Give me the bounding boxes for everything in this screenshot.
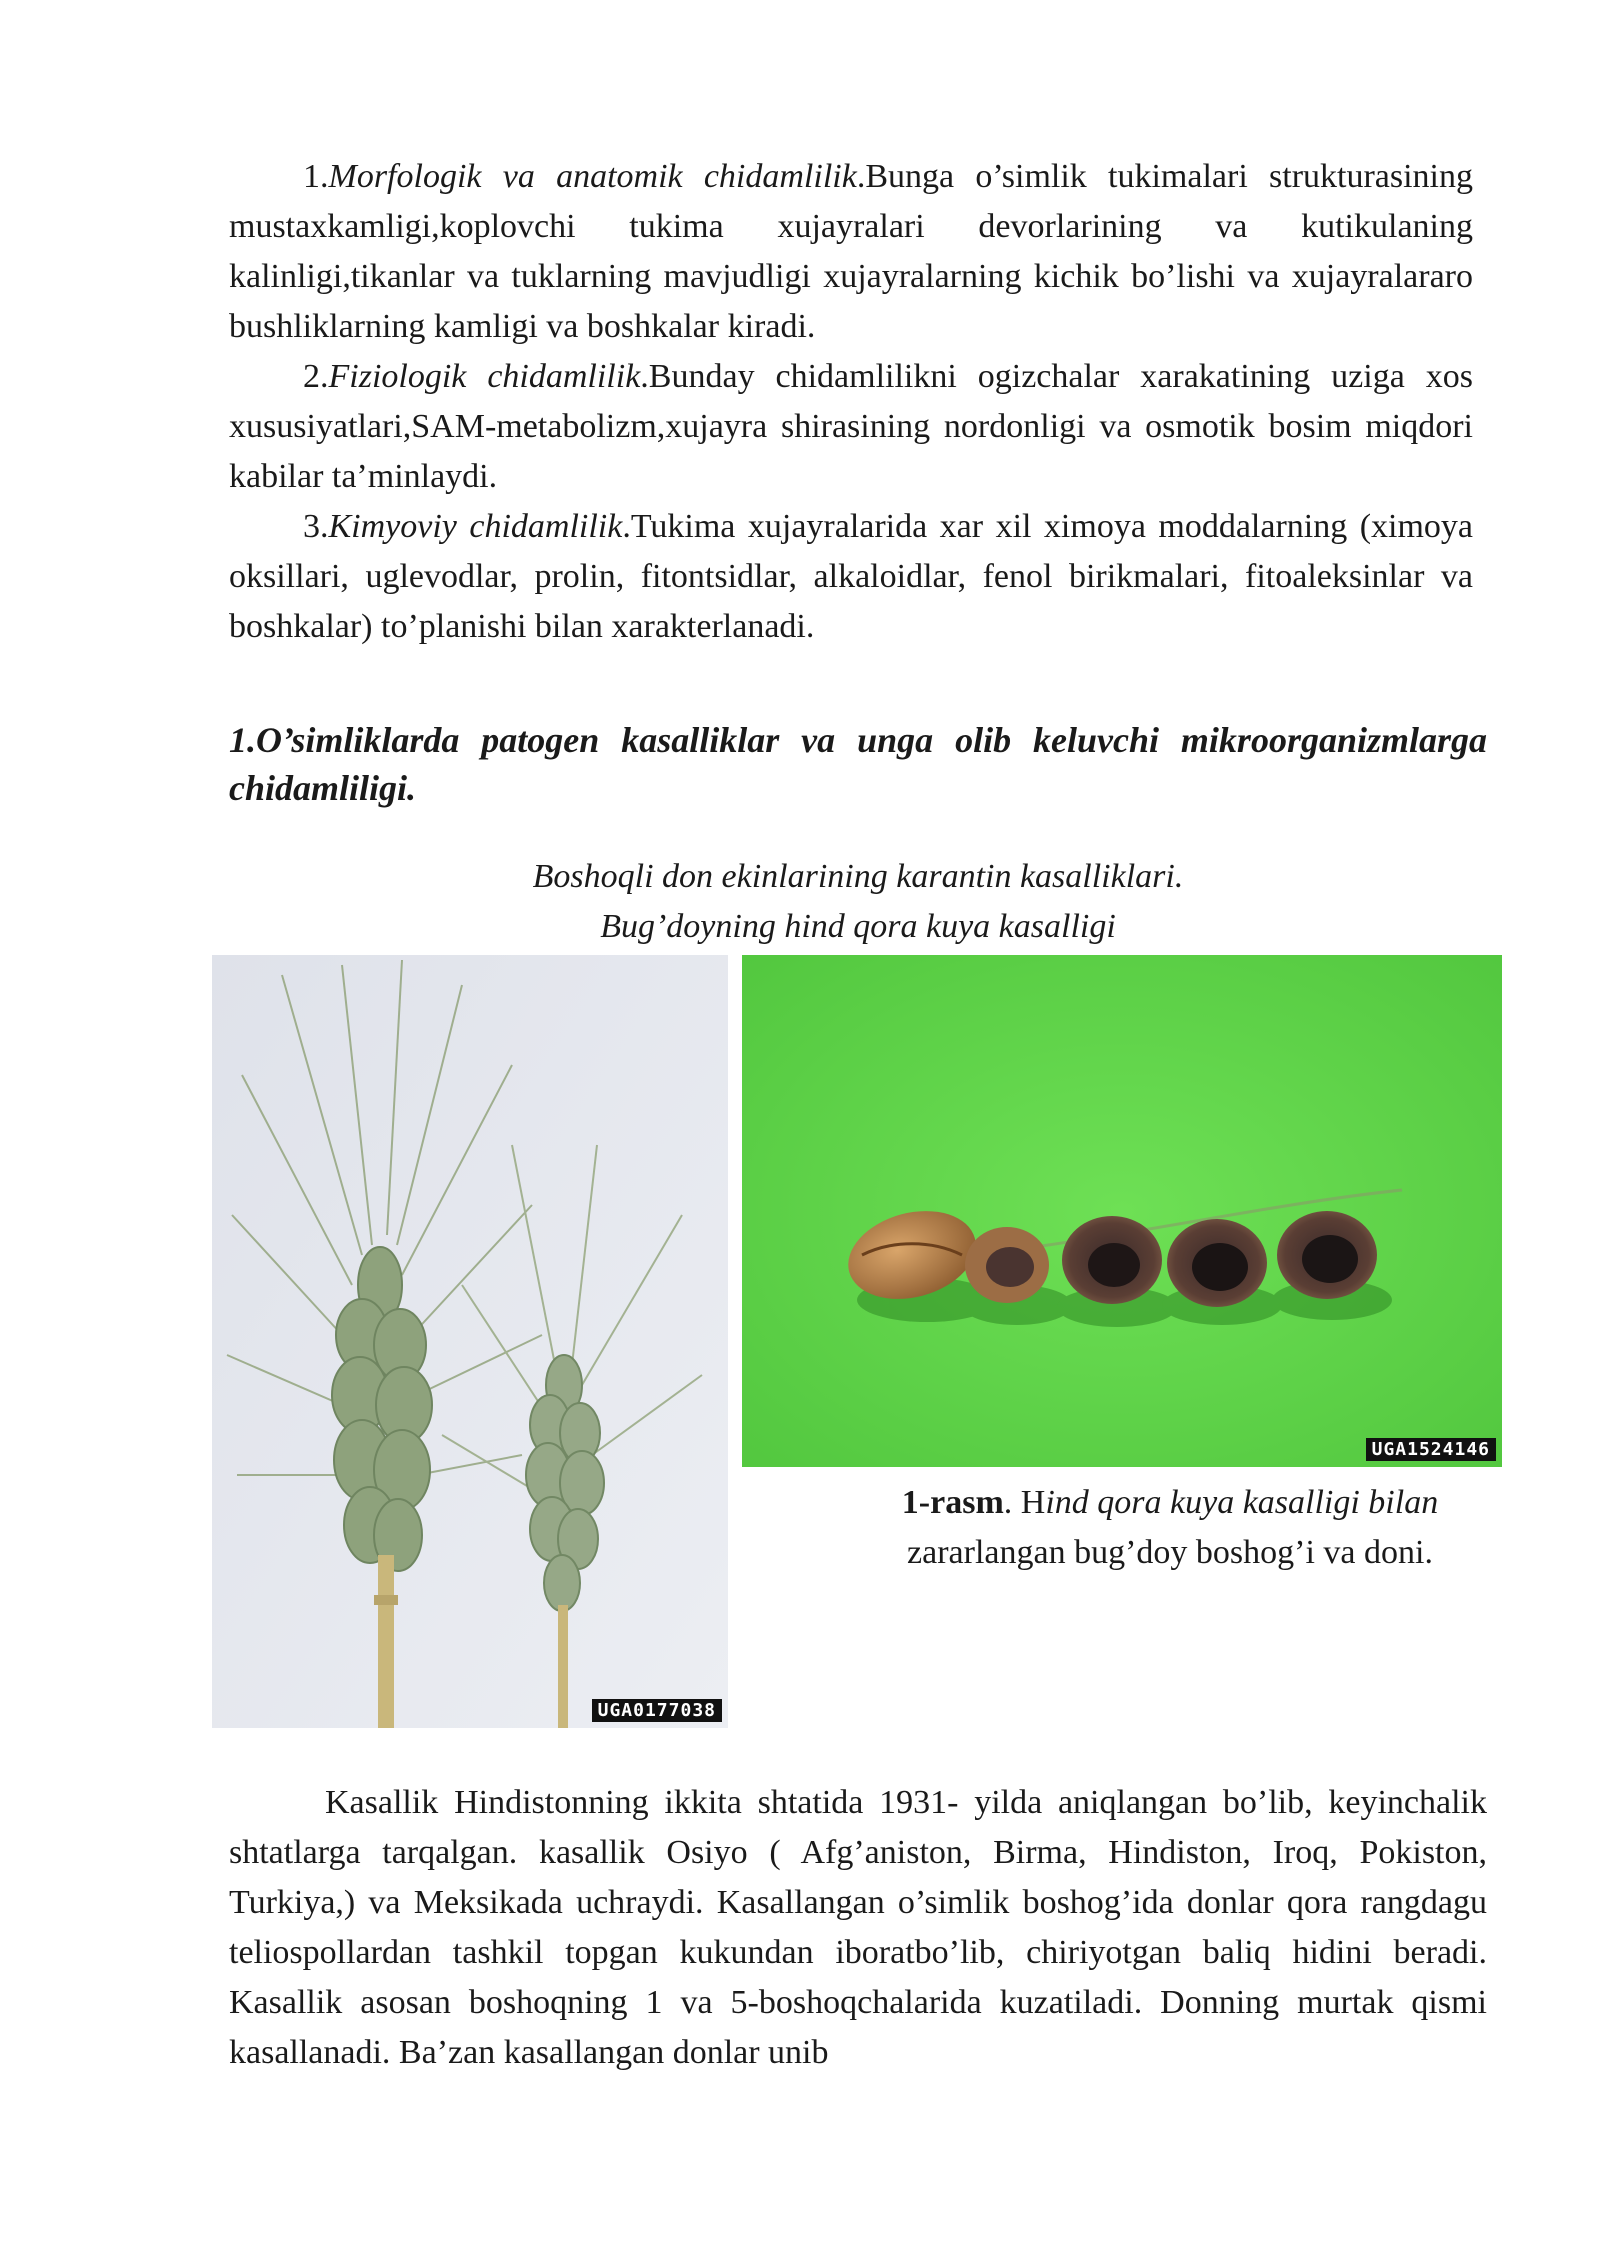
term-physiological: Fiziologik chidamlilik <box>328 358 641 395</box>
figure-label: 1-rasm <box>901 1484 1004 1521</box>
caption-top-line2: Bug’doyning hind qora kuya kasalligi <box>600 908 1116 945</box>
diseased-grains-photo <box>742 955 1502 1467</box>
section-heading: 1.O’simliklarda patogen kasalliklar va unga olib keluvchi mikroorganizmlarga chidamliligi. <box>229 720 1487 808</box>
paragraph-morphological: 1.Morfologik va anatomik chidamlilik.Bunga o’simlik tukimalari strukturasining mustaxkamligi,koplovchi tukima xujayralari devorlarining va kutikulaning kalinligi,tikanlar va tuklarning mavjudligi xujayralarning kichik bo’lishi va xujayralararo bushliklarning kamligi va boshkalar kiradi. <box>229 158 1473 345</box>
left-photo-id-tag: UGA0177038 <box>592 1699 722 1722</box>
caption-top-line1: Boshoqli don ekinlarining karantin kasalliklari. <box>532 858 1184 895</box>
paragraph-disease-description: Kasallik Hindistonning ikkita shtatida 1931- yilda aniqlangan bo’lib, keyinchalik shtatlarga tarqalgan. kasallik Osiyo ( Afg’aniston, Birma, Hindiston, Iroq, Pokiston, Turkiya,) va Meksikada uchraydi. Kasallangan o’simlik boshog’ida donlar qora rangdagu teliospollardan tashkil topgan kukundan iboratbo’lib, chiriyotgan baliq hidini beradi. Kasallik asosan boshoqning 1 va 5-boshoqchalarida kuzatiladi. Donning murtak qismi kasallanadi. Ba’zan kasallangan donlar unib <box>229 1784 1487 2071</box>
figure-caption: 1-rasm. Hind qora kuya kasalligi bilan zararlangan bug’doy boshog’i va doni. <box>901 1484 1439 1571</box>
term-chemical: Kimyoviy chidamlilik <box>328 508 623 545</box>
paragraph-physiological: 2.Fiziologik chidamlilik.Bunday chidamlilikni ogizchalar xarakatining uziga xos xususiyatlari,SAM-metabolizm,xujayra shirasining nordonligi va osmotik bosim miqdori kabilar ta’minlaydi. <box>229 358 1473 495</box>
right-photo-id-tag: UGA1524146 <box>1366 1438 1496 1461</box>
paragraph-chemical: 3.Kimyoviy chidamlilik.Tukima xujayralarida xar xil ximoya moddalarning (ximoya oksillari, uglevodlar, prolin, fitontsidlar, alkaloidlar, fenol birikmalari, fitoaleksinlar va boshkalar) to’planishi bilan xarakterlanadi. <box>229 508 1473 645</box>
diseased-grains-illustration <box>742 955 1502 1467</box>
wheat-ears-photo <box>212 955 728 1728</box>
term-morphological: Morfologik va anatomik chidamlilik <box>328 158 857 195</box>
wheat-ears-illustration <box>212 955 728 1728</box>
